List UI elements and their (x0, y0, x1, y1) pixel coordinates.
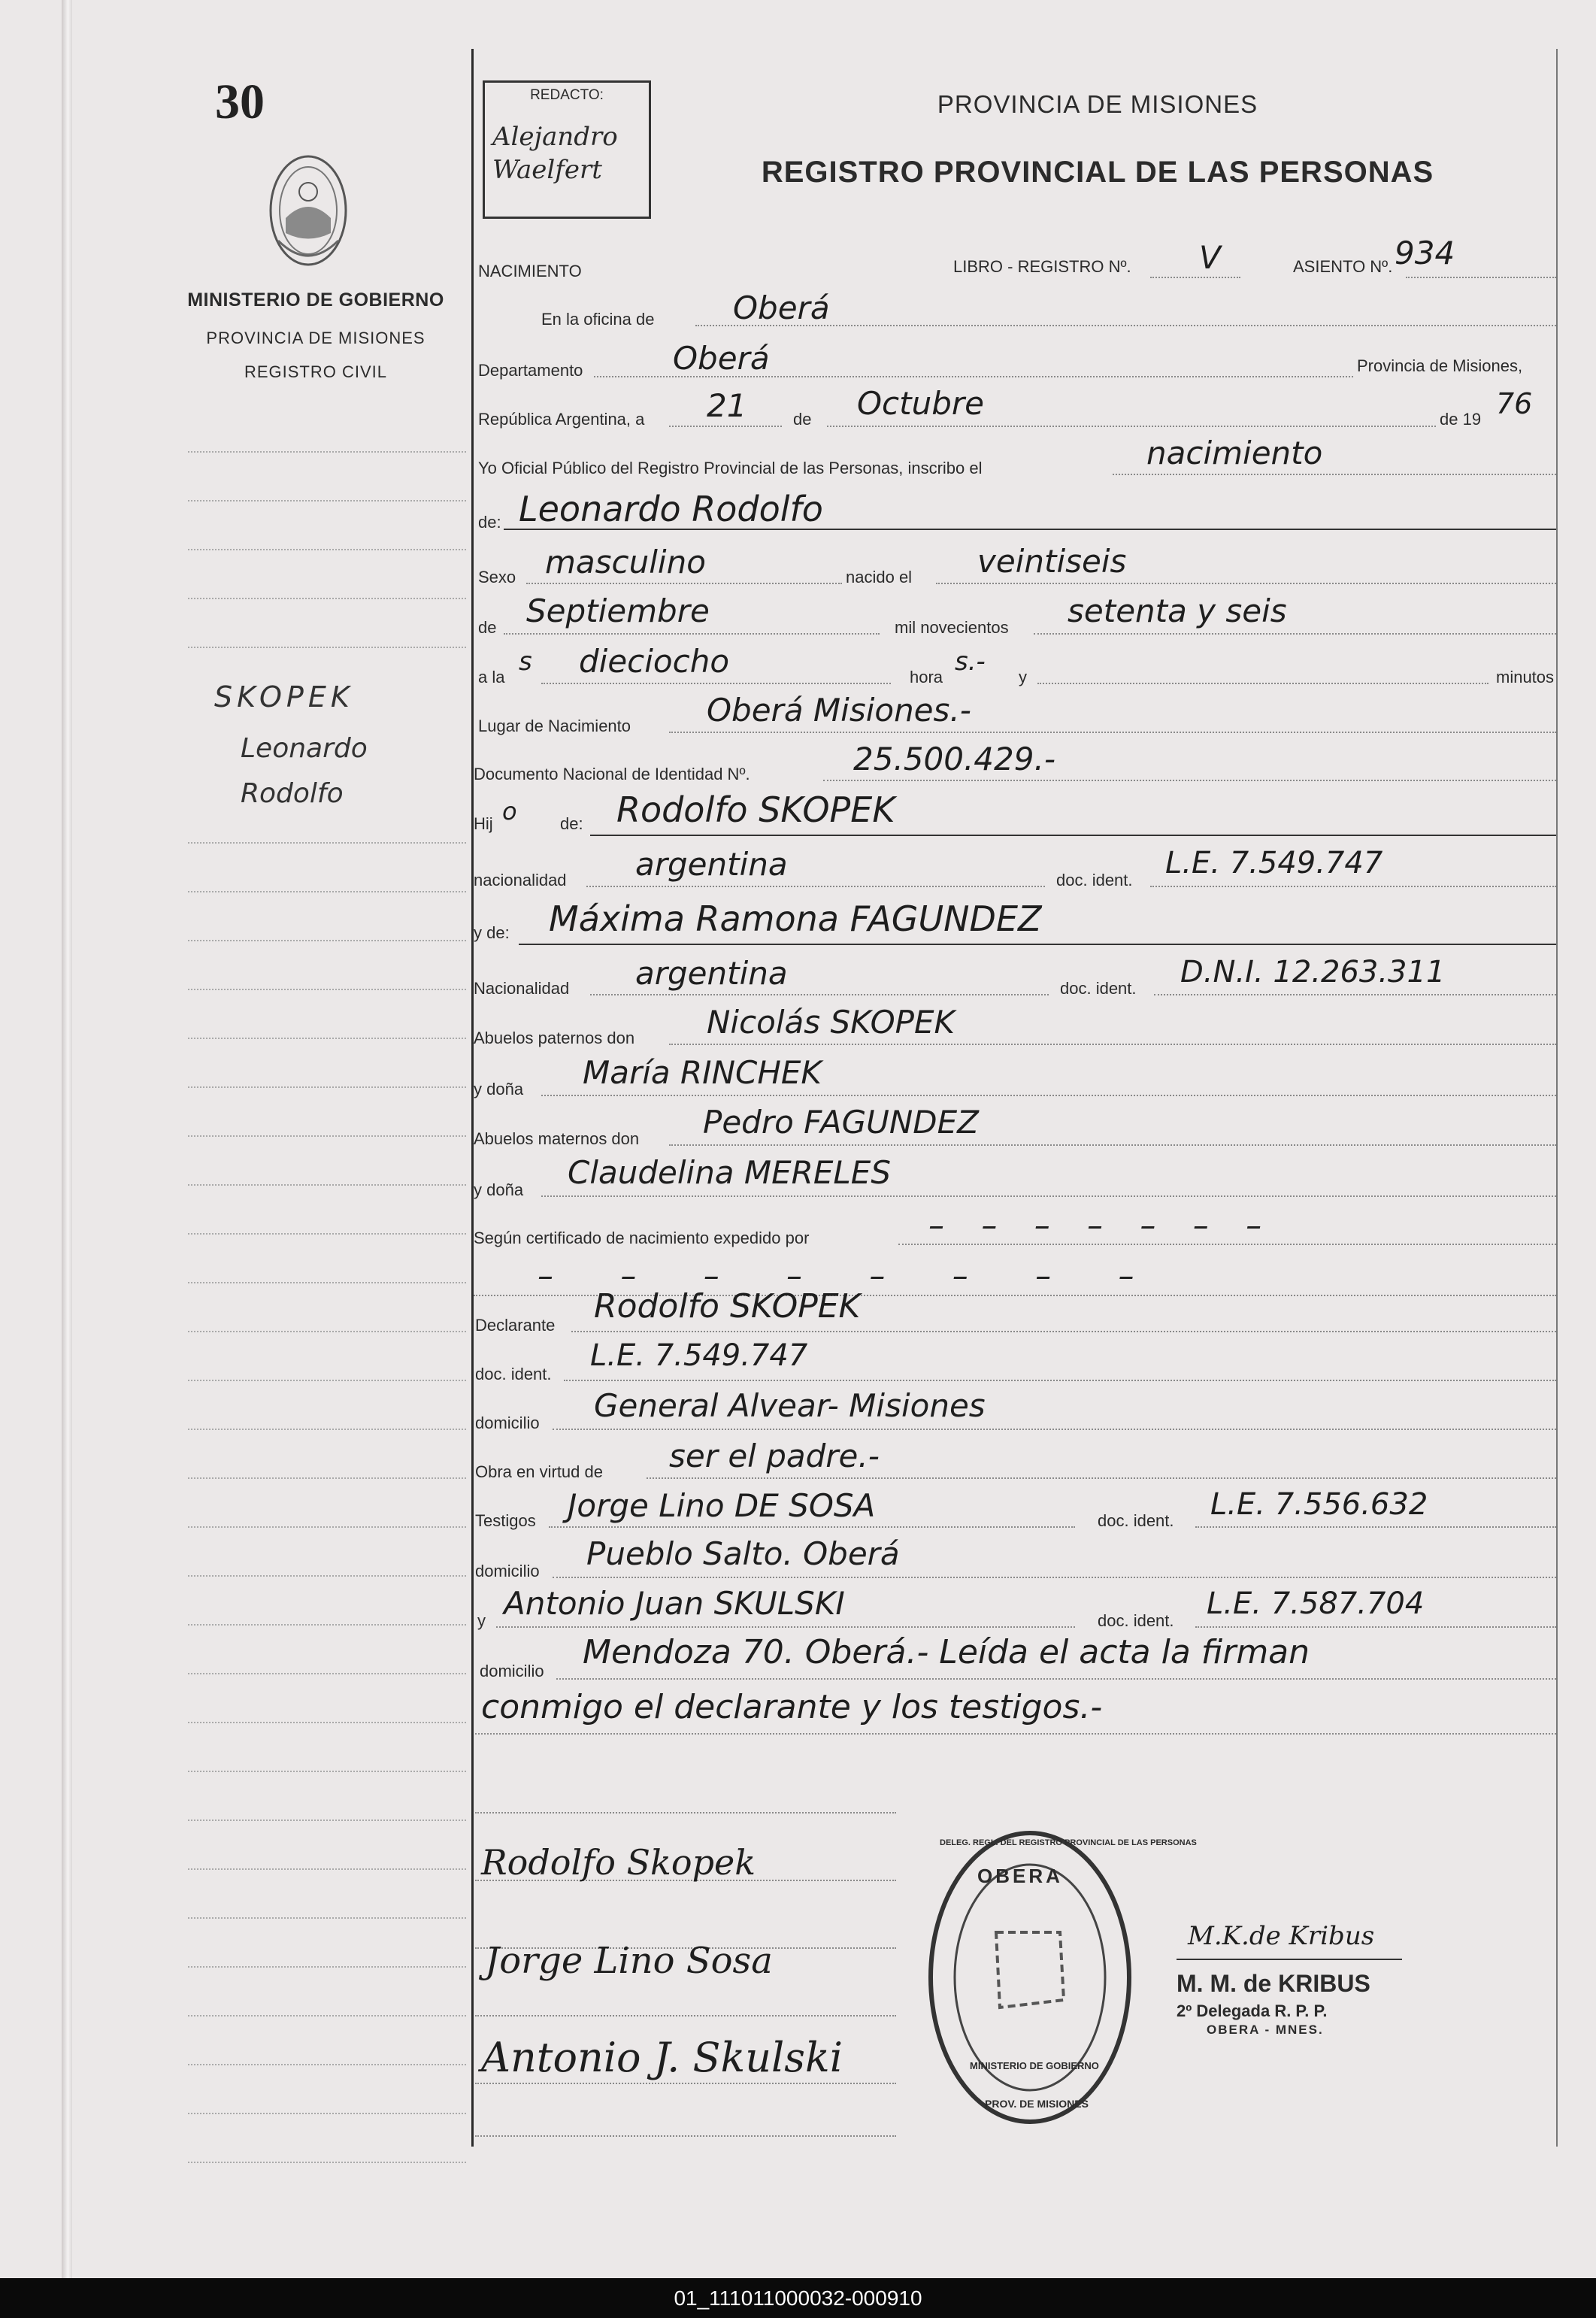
margin-line (188, 1966, 466, 1968)
dom-t2-dots (556, 1678, 1556, 1680)
sexo-value: masculino (545, 544, 706, 580)
segun-dots (898, 1244, 1556, 1245)
declarante-label: Declarante (475, 1316, 556, 1335)
abuela-pat-value: María RINCHEK (583, 1054, 822, 1091)
margin-line (188, 1233, 466, 1235)
abuelo-mat-dots (669, 1144, 1556, 1146)
libro-dots (1150, 277, 1240, 278)
republica-label: República Argentina, a (478, 410, 645, 429)
signature-line (475, 2015, 896, 2017)
anio-nac-dots (1034, 633, 1556, 635)
dia-dots (669, 426, 782, 427)
mes-nac-dots (504, 633, 880, 635)
image-id-footer: 01_111011000032-000910 (0, 2278, 1596, 2318)
anio-value: 76 (1496, 387, 1533, 420)
domicilio-label: domicilio (475, 1414, 540, 1432)
nacimiento-label: NACIMIENTO (478, 262, 582, 280)
margin-line (188, 598, 466, 599)
nacionalidad2-label: Nacionalidad (474, 979, 570, 998)
hora-s-value: s.- (955, 647, 986, 677)
domicilio-t1-label: domicilio (475, 1562, 540, 1580)
margin-line (188, 1624, 466, 1626)
abuela-mat-value: Claudelina MERELES (568, 1154, 891, 1191)
margin-line (188, 2064, 466, 2065)
hora-value: dieciocho (579, 643, 730, 680)
doc-padre-value: L.E. 7.549.747 (1165, 846, 1383, 880)
doc-t2-value: L.E. 7.587.704 (1207, 1586, 1425, 1621)
margin-line (188, 2015, 466, 2017)
provincia-de-label: Provincia de Misiones, (1357, 356, 1523, 375)
margin-line (188, 1331, 466, 1332)
margin-line (188, 1282, 466, 1283)
testigo2-dots (496, 1626, 1075, 1628)
margin-line (188, 842, 466, 844)
doc-ident-madre-label: doc. ident. (1060, 979, 1137, 998)
stamp-top-text: DELEG. REGL. DEL REGISTRO PROVINCIAL DE LAS PERSONAS (940, 1838, 1197, 1847)
hij-o-value: o (502, 797, 517, 826)
margin-line (188, 1868, 466, 1870)
asiento-dots (1406, 277, 1556, 278)
abuelo-mat-value: Pedro FAGUNDEZ (703, 1104, 979, 1141)
margin-line (188, 1477, 466, 1479)
a-la-label: a la (478, 668, 505, 686)
stamp-inner-text: MINISTERIO DE GOBIERNO (970, 2060, 1099, 2071)
minutos-dots (1037, 683, 1488, 684)
margin-line (188, 1820, 466, 1821)
doc-t1-value: L.E. 7.556.632 (1210, 1487, 1428, 1522)
nacionalidad-label: nacionalidad (474, 871, 567, 889)
nacido-el-label: nacido el (846, 568, 913, 586)
abuelos-maternos-label: Abuelos maternos don (474, 1129, 640, 1148)
padre-line (590, 835, 1556, 836)
redacto-last: Waelfert (492, 155, 602, 185)
margin-line (188, 1771, 466, 1772)
declarante-value: Rodolfo SKOPEK (594, 1287, 861, 1326)
inscribo-value: nacimiento (1146, 435, 1323, 471)
margin-line (188, 647, 466, 648)
de2-label: de (478, 618, 497, 637)
doc-declarante-value: L.E. 7.549.747 (590, 1338, 808, 1373)
departamento-value: Oberá (673, 340, 770, 377)
kribus-place: OBERA - MNES. (1207, 2023, 1324, 2037)
inscribo-dots (1113, 474, 1556, 475)
nac-padre-dots (586, 886, 1045, 887)
documento-label: Documento Nacional de Identidad Nº. (474, 765, 750, 783)
signature-declarante: Rodolfo Skopek (481, 1842, 756, 1883)
de-19-label: de 19 (1440, 410, 1482, 429)
padre-value: Rodolfo SKOPEK (616, 789, 895, 830)
testigo2-value: Antonio Juan SKULSKI (504, 1585, 845, 1622)
y-t2-label: y (477, 1611, 486, 1630)
anio-nac-value: setenta y seis (1068, 592, 1287, 629)
y-label: y (1019, 668, 1027, 686)
lugar-label: Lugar de Nacimiento (478, 717, 631, 735)
yo-oficial-label: Yo Oficial Público del Registro Provincial de las Personas, inscribo el (478, 459, 983, 477)
ministerio-label: MINISTERIO DE GOBIERNO (187, 289, 444, 311)
margin-line (188, 940, 466, 941)
margin-line (188, 1086, 466, 1088)
abuelo-pat-dots (669, 1044, 1556, 1045)
doc-madre-value: D.N.I. 12.263.311 (1180, 955, 1446, 989)
nombre-value: Leonardo Rodolfo (519, 489, 823, 529)
margin-line (188, 1038, 466, 1039)
documento-dots (823, 780, 1556, 781)
margin-line (188, 891, 466, 892)
nac-madre-dots (590, 994, 1049, 995)
segun-dashes2: – – – – – – – – (538, 1257, 1163, 1294)
margin-line (188, 989, 466, 990)
segun-label: Según certificado de nacimiento expedido por (474, 1229, 810, 1247)
obra-value: ser el padre.- (669, 1438, 880, 1474)
minutos-label: minutos (1496, 668, 1555, 686)
right-rule (1556, 49, 1558, 2147)
a-la-s-value: s (519, 647, 532, 677)
margin-line (188, 549, 466, 550)
provincia-left-label: PROVINCIA DE MISIONES (206, 329, 425, 347)
abuelos-paternos-label: Abuelos paternos don (474, 1029, 635, 1047)
signature-line (475, 2083, 896, 2084)
margin-line (188, 1429, 466, 1430)
obra-dots (647, 1477, 1556, 1479)
signature-line (475, 2135, 896, 2137)
margin-line (188, 1575, 466, 1577)
margin-line (188, 1526, 466, 1528)
doc-padre-dots (1150, 886, 1556, 887)
margin-line (188, 451, 466, 453)
margin-line (188, 500, 466, 501)
cont-dots (475, 1733, 1556, 1735)
libro-label: LIBRO - REGISTRO Nº. (953, 257, 1131, 276)
doc-ident-declarante-label: doc. ident. (475, 1365, 552, 1383)
y-dona-mat-label: y doña (474, 1180, 524, 1199)
nacido-dots (936, 583, 1556, 584)
obra-label: Obra en virtud de (475, 1462, 603, 1481)
oficina-label: En la oficina de (541, 310, 655, 329)
doc-declarante-dots (564, 1380, 1556, 1381)
stamp-bottom-text: PROV. DE MISIONES (985, 2098, 1089, 2110)
doc-ident-t2-label: doc. ident. (1098, 1611, 1174, 1630)
abuelo-pat-value: Nicolás SKOPEK (707, 1004, 955, 1041)
de-label: de (793, 410, 812, 429)
margin-note-name2: Rodolfo (241, 778, 344, 809)
oficial-sign-line (1177, 1959, 1402, 1960)
cont-value: conmigo el declarante y los testigos.- (481, 1688, 1103, 1726)
margin-line (188, 2162, 466, 2163)
asiento-value: 934 (1395, 235, 1455, 271)
redacto-box (483, 80, 651, 219)
redacto-name (492, 120, 643, 186)
signature-testigo2: Antonio J. Skulski (481, 2034, 843, 2081)
signature-oficial: M.K.de Kribus (1188, 1921, 1375, 1951)
hij-label: Hij (474, 814, 493, 833)
doc-t1-dots (1195, 1526, 1556, 1528)
margin-line (188, 2113, 466, 2114)
registro-civil-label: REGISTRO CIVIL (244, 362, 388, 381)
redacto-first: Alejandro (492, 122, 618, 152)
hij-de-label: de: (560, 814, 583, 833)
dom-t1-dots (553, 1577, 1556, 1578)
abuela-mat-dots (541, 1195, 1556, 1197)
departamento-label: Departamento (478, 361, 583, 380)
hora-label: hora (910, 668, 943, 686)
margin-line (188, 1135, 466, 1137)
lugar-dots (669, 732, 1556, 733)
margin-line (188, 1184, 466, 1186)
signature-line (475, 1812, 896, 1813)
domicilio-t2-label: domicilio (480, 1662, 544, 1680)
provincia-title: PROVINCIA DE MISIONES (937, 90, 1258, 118)
doc-ident-t1-label: doc. ident. (1098, 1511, 1174, 1530)
dom-declarante-value: General Alvear- Misiones (594, 1387, 986, 1424)
segun-dashes1: – – – – – – – (928, 1207, 1276, 1244)
hora-dots (541, 683, 891, 684)
page-fold (62, 0, 72, 2278)
testigo1-value: Jorge Lino DE SOSA (568, 1487, 876, 1524)
mes-value: Octubre (857, 385, 985, 422)
coat-of-arms-seal (267, 150, 350, 271)
nac-padre-value: argentina (635, 846, 788, 883)
dni-value: 25.500.429.- (853, 741, 1055, 777)
y-de-label: y de: (474, 923, 510, 942)
madre-line (519, 944, 1556, 945)
margin-line (188, 1380, 466, 1381)
doc-madre-dots (1154, 994, 1556, 995)
kribus-name: M. M. de KRIBUS (1177, 1970, 1370, 1997)
dom-t2-value: Mendoza 70. Oberá.- Leída el acta la firman (583, 1633, 1310, 1671)
redacto-label: REDACTO: (530, 87, 604, 103)
doc-ident-padre-label: doc. ident. (1056, 871, 1133, 889)
lugar-value: Oberá Misiones.- (707, 692, 971, 729)
margin-line (188, 1917, 466, 1919)
mil-novecientos-label: mil novecientos (895, 618, 1009, 637)
domicilio-dots (553, 1429, 1556, 1430)
mes-dots (827, 426, 1436, 427)
mes-nac-value: Septiembre (526, 592, 710, 629)
stamp-city: OBERA (977, 1865, 1063, 1887)
margin-line (188, 1722, 466, 1723)
sexo-label: Sexo (478, 568, 516, 586)
margin-line (188, 1673, 466, 1674)
dia-value: 21 (707, 387, 747, 424)
margin-note-surname: SKOPEK (214, 680, 354, 714)
testigos-label: Testigos (475, 1511, 536, 1530)
y-dona-pat-label: y doña (474, 1080, 524, 1098)
oficina-value: Oberá (733, 289, 830, 326)
doc-t2-dots (1195, 1626, 1556, 1628)
signature-testigo1: Jorge Lino Sosa (485, 1940, 773, 1982)
nac-madre-value: argentina (635, 955, 788, 992)
de-colon-label: de: (478, 513, 501, 532)
kribus-role: 2º Delegada R. P. P. (1177, 2001, 1328, 2020)
dom-t1-value: Pueblo Salto. Oberá (586, 1535, 900, 1572)
margin-note-name: Leonardo (241, 733, 368, 764)
libro-value: V (1199, 239, 1221, 276)
page-number: 30 (215, 74, 265, 129)
madre-value: Máxima Ramona FAGUNDEZ (549, 898, 1042, 939)
declarante-dots (571, 1331, 1556, 1332)
registro-title: REGISTRO PROVINCIAL DE LAS PERSONAS (761, 156, 1434, 189)
nacido-value: veintiseis (977, 543, 1127, 580)
abuela-pat-dots (541, 1095, 1556, 1096)
asiento-label: ASIENTO Nº. (1293, 257, 1393, 276)
testigo1-dots (549, 1526, 1075, 1528)
sexo-dots (526, 583, 842, 584)
